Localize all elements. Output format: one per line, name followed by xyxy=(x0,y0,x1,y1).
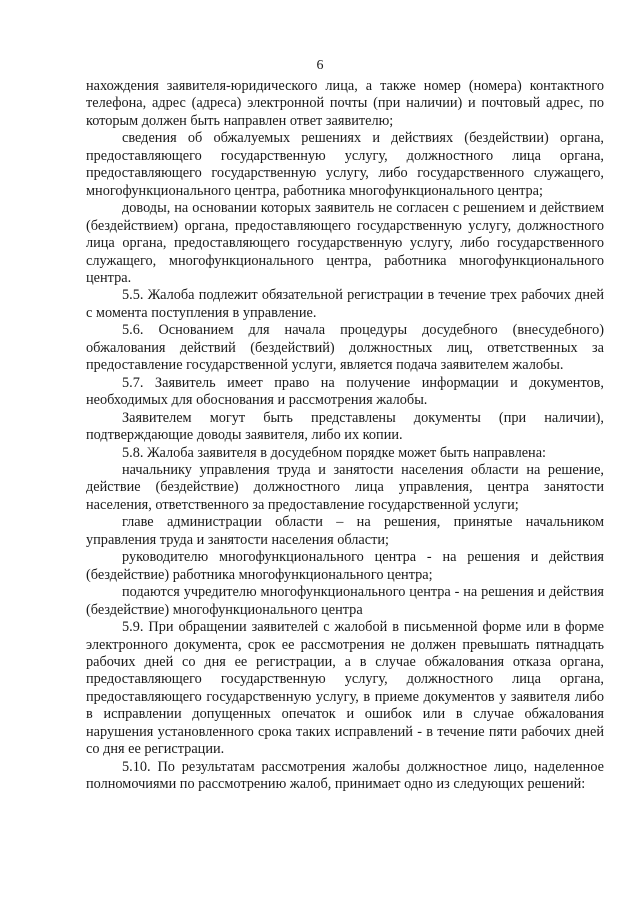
paragraph: 5.9. При обращении заявителей с жалобой в письменной форме или в форме электронного документа, срок ее рассмотрения не должен превышать пятнадцать рабочих дней со дня ее регистрации, а в случае обжалования отказа органа, предоставляющего государственную услугу, должностного лица органа, предоставляющего государственную услугу, в приеме документов у заявителя либо в исправлении допущенных опечаток и ошибок или в случае обжалования нарушения установленного срока таких исправлений - в течение пяти рабочих дней со дня ее регистрации. xyxy=(86,619,604,758)
paragraph: начальнику управления труда и занятости населения области на решение, действие (бездействие) должностного лица управления, центра занятости населения, ответственного за предоставление государственной услуги; xyxy=(86,461,604,513)
page-number: 6 xyxy=(316,58,324,73)
paragraph: 5.10. По результатам рассмотрения жалобы должностное лицо, наделенное полномочиями по рассмотрению жалоб, принимает одно из следующих решений: xyxy=(86,758,604,793)
paragraph: главе администрации области – на решения, принятые начальником управления труда и занятости населения области; xyxy=(86,514,604,548)
paragraph: 5.7. Заявитель имеет право на получение информации и документов, необходимых для обоснования и рассмотрения жалобы. xyxy=(86,374,604,409)
paragraph: сведения об обжалуемых решениях и действиях (бездействии) органа, предоставляющего государственную услугу, должностного лица органа, предоставляющего государственную услугу, либо государственного служащего, многофункционального центра, работника многофункционального центра; xyxy=(86,130,604,199)
paragraph: 5.5. Жалоба подлежит обязательной регистрации в течение трех рабочих дней с момента поступления в управление. xyxy=(86,287,604,321)
paragraph: руководителю многофункционального центра - на решения и действия (бездействие) работника многофункционального центра; xyxy=(86,549,604,583)
paragraph: 5.8. Жалоба заявителя в досудебном порядке может быть направлена: xyxy=(122,444,547,461)
paragraph: Заявителем могут быть представлены документы (при наличии), подтверждающие доводы заявителя, либо их копии. xyxy=(86,409,604,444)
paragraph: подаются учредителю многофункционального центра - на решения и действия (бездействие) многофункционального центра xyxy=(86,584,604,618)
paragraph: 5.6. Основанием для начала процедуры досудебного (внесудебного) обжалования действий (бездействий) должностных лиц, ответственных за предоставление государственной услуги, является подача заявителем жалобы. xyxy=(86,322,604,374)
paragraph-continuation: нахождения заявителя-юридического лица, а также номер (номера) контактного телефона, адрес (адреса) электронной почты (при наличии) и почтовый адрес, по которым должен быть направлен ответ заявителю; xyxy=(86,78,604,129)
document-body xyxy=(86,78,604,794)
paragraph: доводы, на основании которых заявитель не согласен с решением и действием (бездействием) органа, предоставляющего государственную услугу, должностного лица органа, предоставляющего государственную услугу, либо государственного служащего, многофункционального центра, работника многофункционального центра. xyxy=(86,200,604,286)
